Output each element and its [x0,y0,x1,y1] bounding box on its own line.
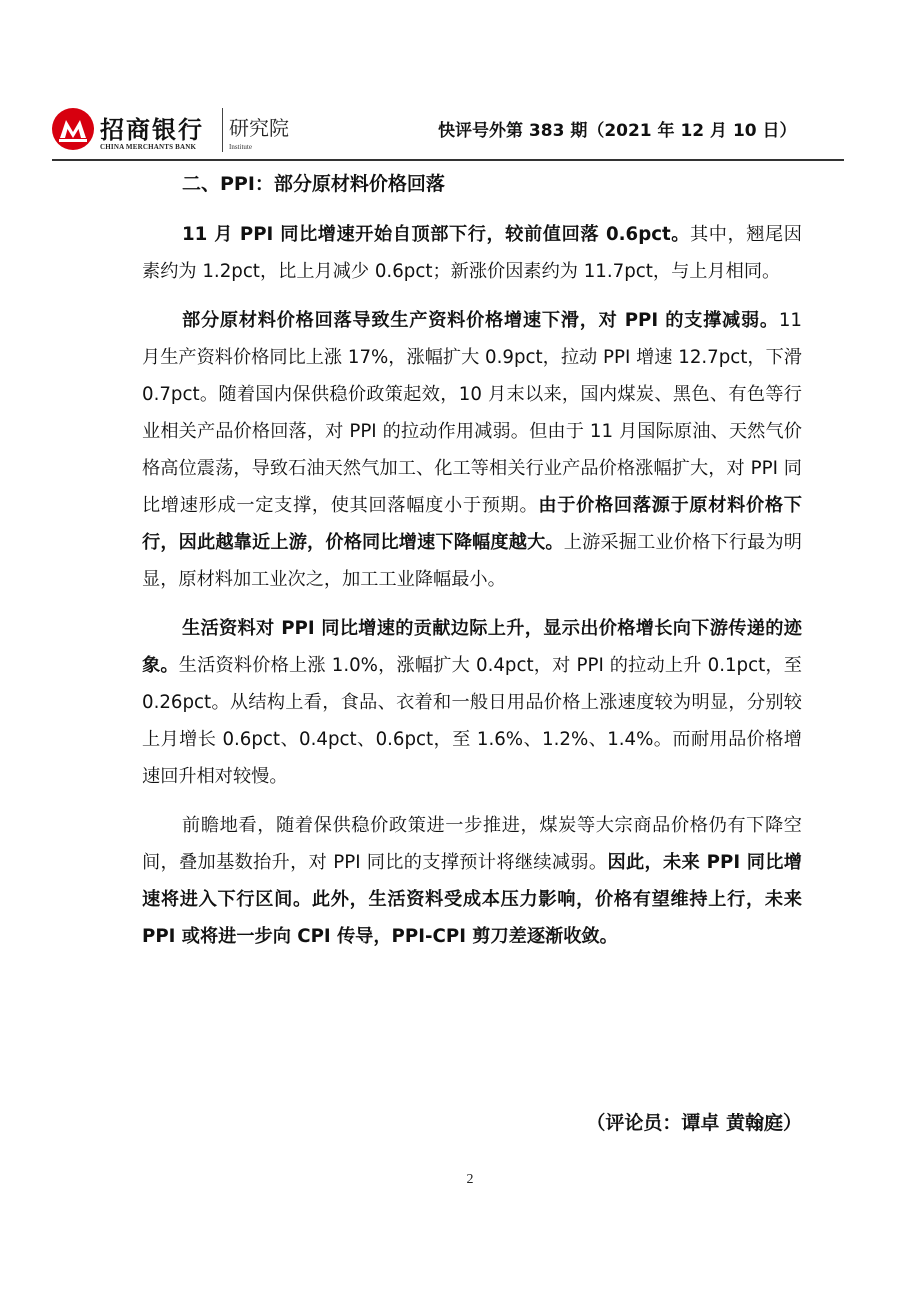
paragraph-4-conclusion: 因此，未来 PPI 同比增速将进入下行区间。此外，生活资料受成本压力影响，价格有望维持上行，未来 PPI 或将进一步向 CPI 传导，PPI-CPI 剪刀差逐渐收敛。 [142,852,802,947]
paragraph-2-tail: 上游采掘工业价格下行最为明显，原材料加工业次之，加工工业降幅最小。 [142,532,802,590]
paragraph-2-emphasis: 由于价格回落源于原材料价格下行，因此越靠近上游，价格同比增速下降幅度越大。 [142,495,802,553]
paragraph-2-lead: 部分原材料价格回落导致生产资料价格增速下滑，对 PPI 的支撑减弱。 [182,310,779,331]
paragraph-1-lead: 11 月 PPI 同比增速开始自顶部下行，较前值回落 0.6pct。 [182,224,691,245]
issue-number: 快评号外第 383 期（2021 年 12 月 10 日） [438,121,797,141]
brand-name-cn: 招商银行 [100,115,204,144]
brand-divider [222,108,223,152]
brand-name-en: CHINA MERCHANTS BANK [100,143,197,151]
paragraph-3-text: 生活资料价格上涨 1.0%，涨幅扩大 0.4pct，对 PPI 的拉动上升 0.1pct，至 0.26pct。从结构上看，食品、衣着和一般日用品价格上涨速度较为明显，分别较上月增长 0.6pct、0.4pct、0.6pct，至 1.6%、1.2%、1.4%。而耐用品价格增速回升相对较慢。 [142,655,802,787]
paragraph-2 [142,302,802,598]
page-header [0,0,920,160]
article-body [142,166,802,967]
header-divider [52,159,844,161]
page-number: 2 [466,1172,474,1187]
commentator-signature: （评论员：谭卓 黄翰庭） [586,1112,802,1134]
institute-name-en: Institute [229,143,252,151]
paragraph-4-text: 前瞻地看，随着保供稳价政策进一步推进，煤炭等大宗商品价格仍有下降空间，叠加基数抬升，对 PPI 同比的支撑预计将继续减弱。 [142,815,802,873]
paragraph-1-text: 其中，翘尾因素约为 1.2pct，比上月减少 0.6pct；新涨价因素约为 11.7pct，与上月相同。 [142,224,802,282]
paragraph-4 [142,807,802,955]
paragraph-2-text: 11 月生产资料价格同比上涨 17%，涨幅扩大 0.9pct，拉动 PPI 增速 12.7pct，下滑 0.7pct。随着国内保供稳价政策起效，10 月末以来，国内煤炭、黑色、有色等行业相关产品价格回落，对 PPI 的拉动作用减弱。但由于 11 月国际原油、天然气价格高位震荡，导致石油天然气加工、化工等相关行业产品价格涨幅扩大，对 PPI 同比增速形成一定支撑，使其回落幅度小于预期。 [142,310,802,516]
section-title: 二、PPI：部分原材料价格回落 [182,173,445,195]
paragraph-1 [142,216,802,290]
china-merchants-bank-logo-icon [50,106,96,152]
paragraph-3-lead: 生活资料对 PPI 同比增速的贡献边际上升，显示出价格增长向下游传递的迹象。 [142,618,802,676]
paragraph-3 [142,610,802,795]
institute-name-cn: 研究院 [229,116,289,140]
